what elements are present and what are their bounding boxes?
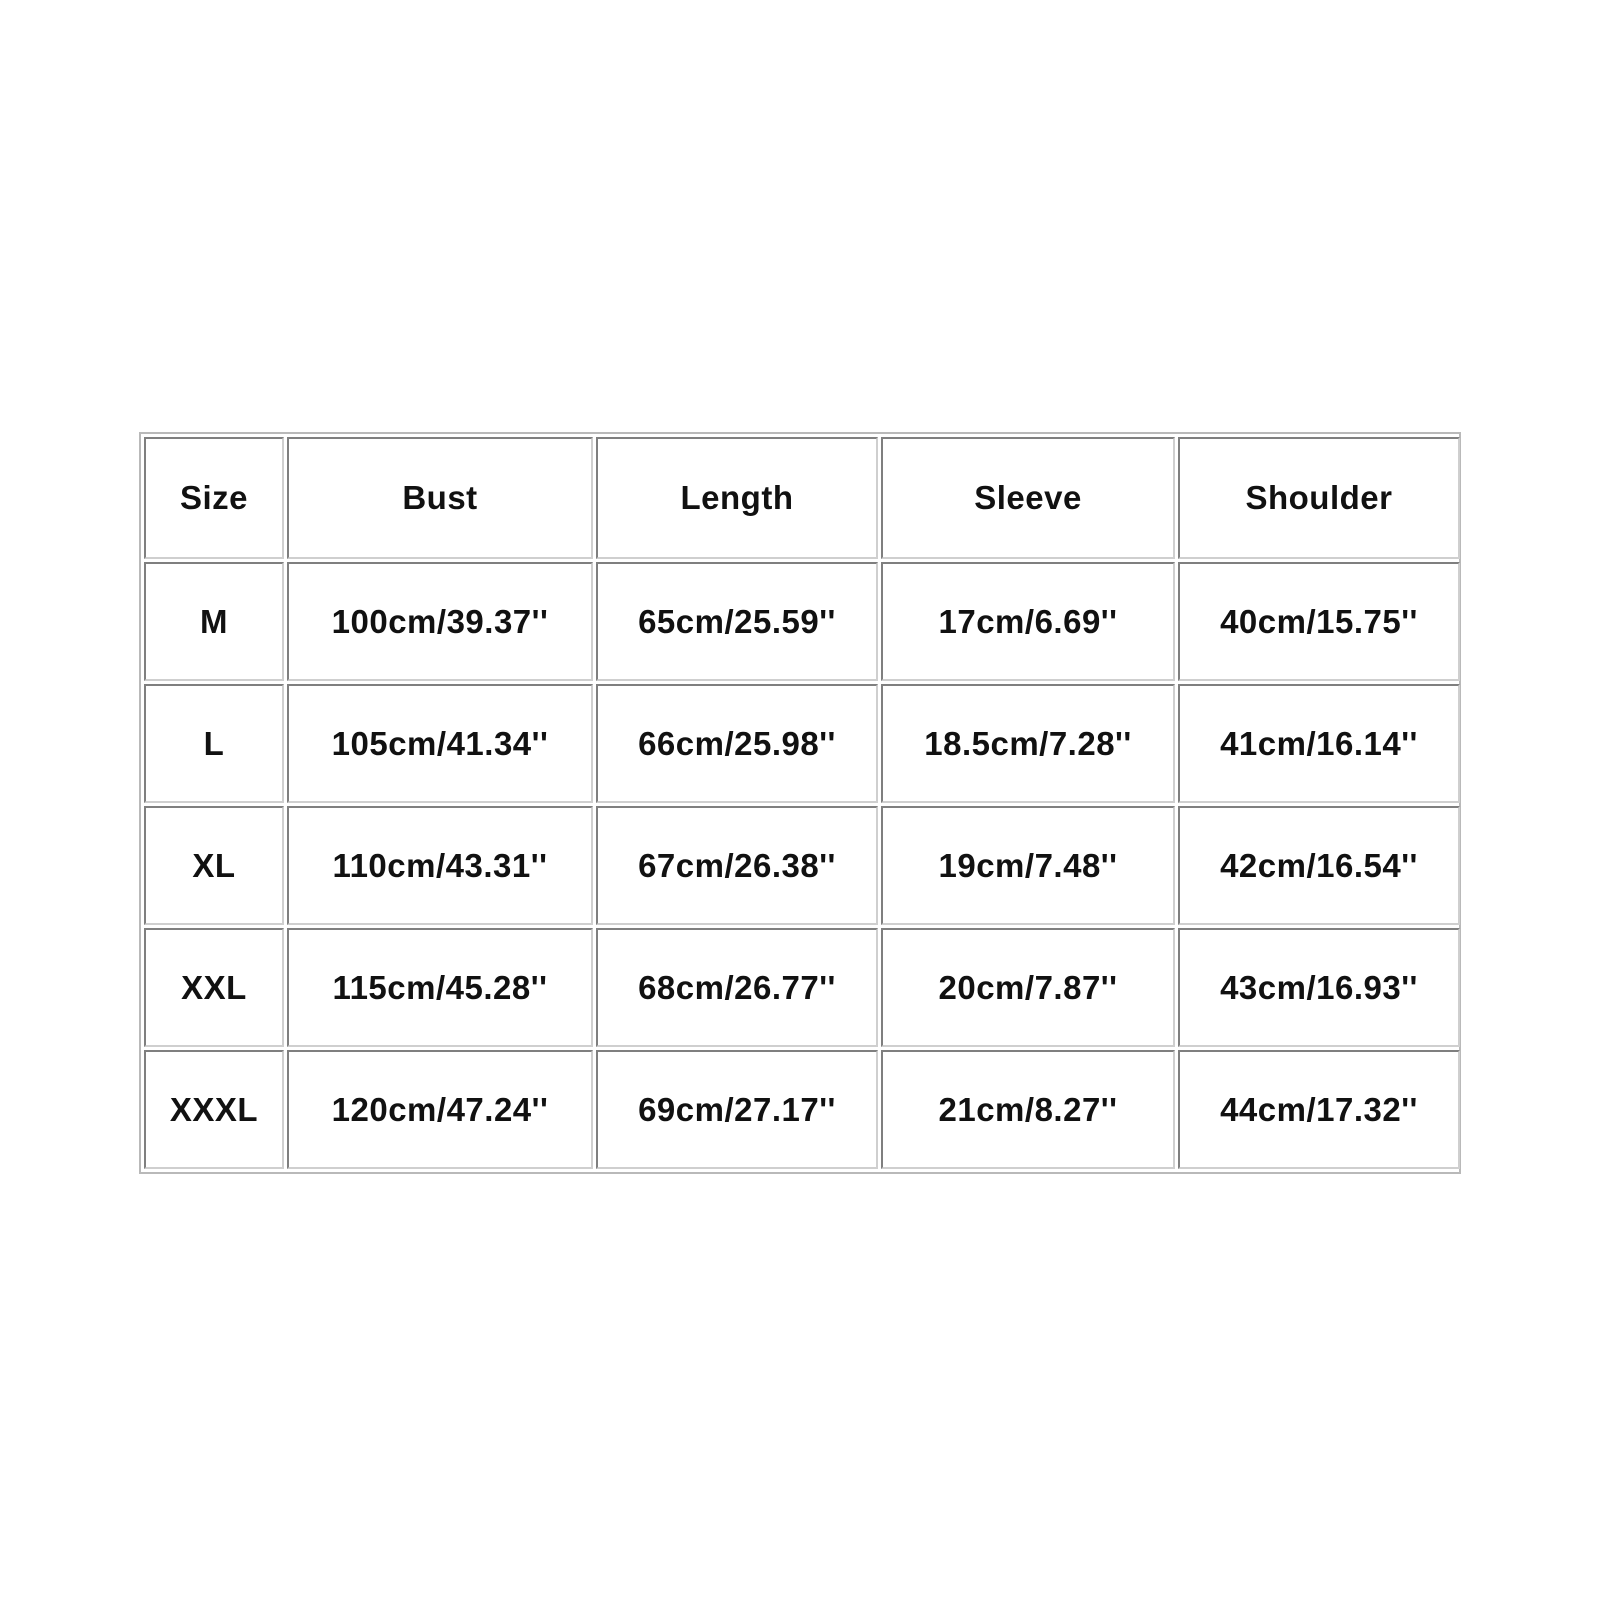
header-length: Length: [596, 437, 878, 559]
shoulder-cell: 42cm/16.54'': [1178, 806, 1460, 925]
sleeve-cell: 18.5cm/7.28'': [881, 684, 1175, 803]
bust-cell: 105cm/41.34'': [287, 684, 593, 803]
table-row: [144, 1050, 1460, 1169]
header-bust: Bust: [287, 437, 593, 559]
sleeve-cell: 21cm/8.27'': [881, 1050, 1175, 1169]
table-row: [144, 928, 1460, 1047]
bust-cell: 120cm/47.24'': [287, 1050, 593, 1169]
shoulder-cell: 43cm/16.93'': [1178, 928, 1460, 1047]
size-cell: M: [144, 562, 284, 681]
size-chart-table: [141, 434, 1463, 1172]
size-cell: XL: [144, 806, 284, 925]
sleeve-cell: 19cm/7.48'': [881, 806, 1175, 925]
size-cell: XXXL: [144, 1050, 284, 1169]
sleeve-cell: 20cm/7.87'': [881, 928, 1175, 1047]
bust-cell: 100cm/39.37'': [287, 562, 593, 681]
shoulder-cell: 44cm/17.32'': [1178, 1050, 1460, 1169]
table-row: [144, 806, 1460, 925]
size-chart-container: [139, 432, 1461, 1174]
length-cell: 66cm/25.98'': [596, 684, 878, 803]
size-cell: L: [144, 684, 284, 803]
header-row: [144, 437, 1460, 559]
shoulder-cell: 41cm/16.14'': [1178, 684, 1460, 803]
shoulder-cell: 40cm/15.75'': [1178, 562, 1460, 681]
sleeve-cell: 17cm/6.69'': [881, 562, 1175, 681]
bust-cell: 110cm/43.31'': [287, 806, 593, 925]
length-cell: 67cm/26.38'': [596, 806, 878, 925]
bust-cell: 115cm/45.28'': [287, 928, 593, 1047]
table-row: [144, 684, 1460, 803]
length-cell: 65cm/25.59'': [596, 562, 878, 681]
header-sleeve: Sleeve: [881, 437, 1175, 559]
length-cell: 68cm/26.77'': [596, 928, 878, 1047]
length-cell: 69cm/27.17'': [596, 1050, 878, 1169]
size-cell: XXL: [144, 928, 284, 1047]
header-shoulder: Shoulder: [1178, 437, 1460, 559]
table-row: [144, 562, 1460, 681]
header-size: Size: [144, 437, 284, 559]
